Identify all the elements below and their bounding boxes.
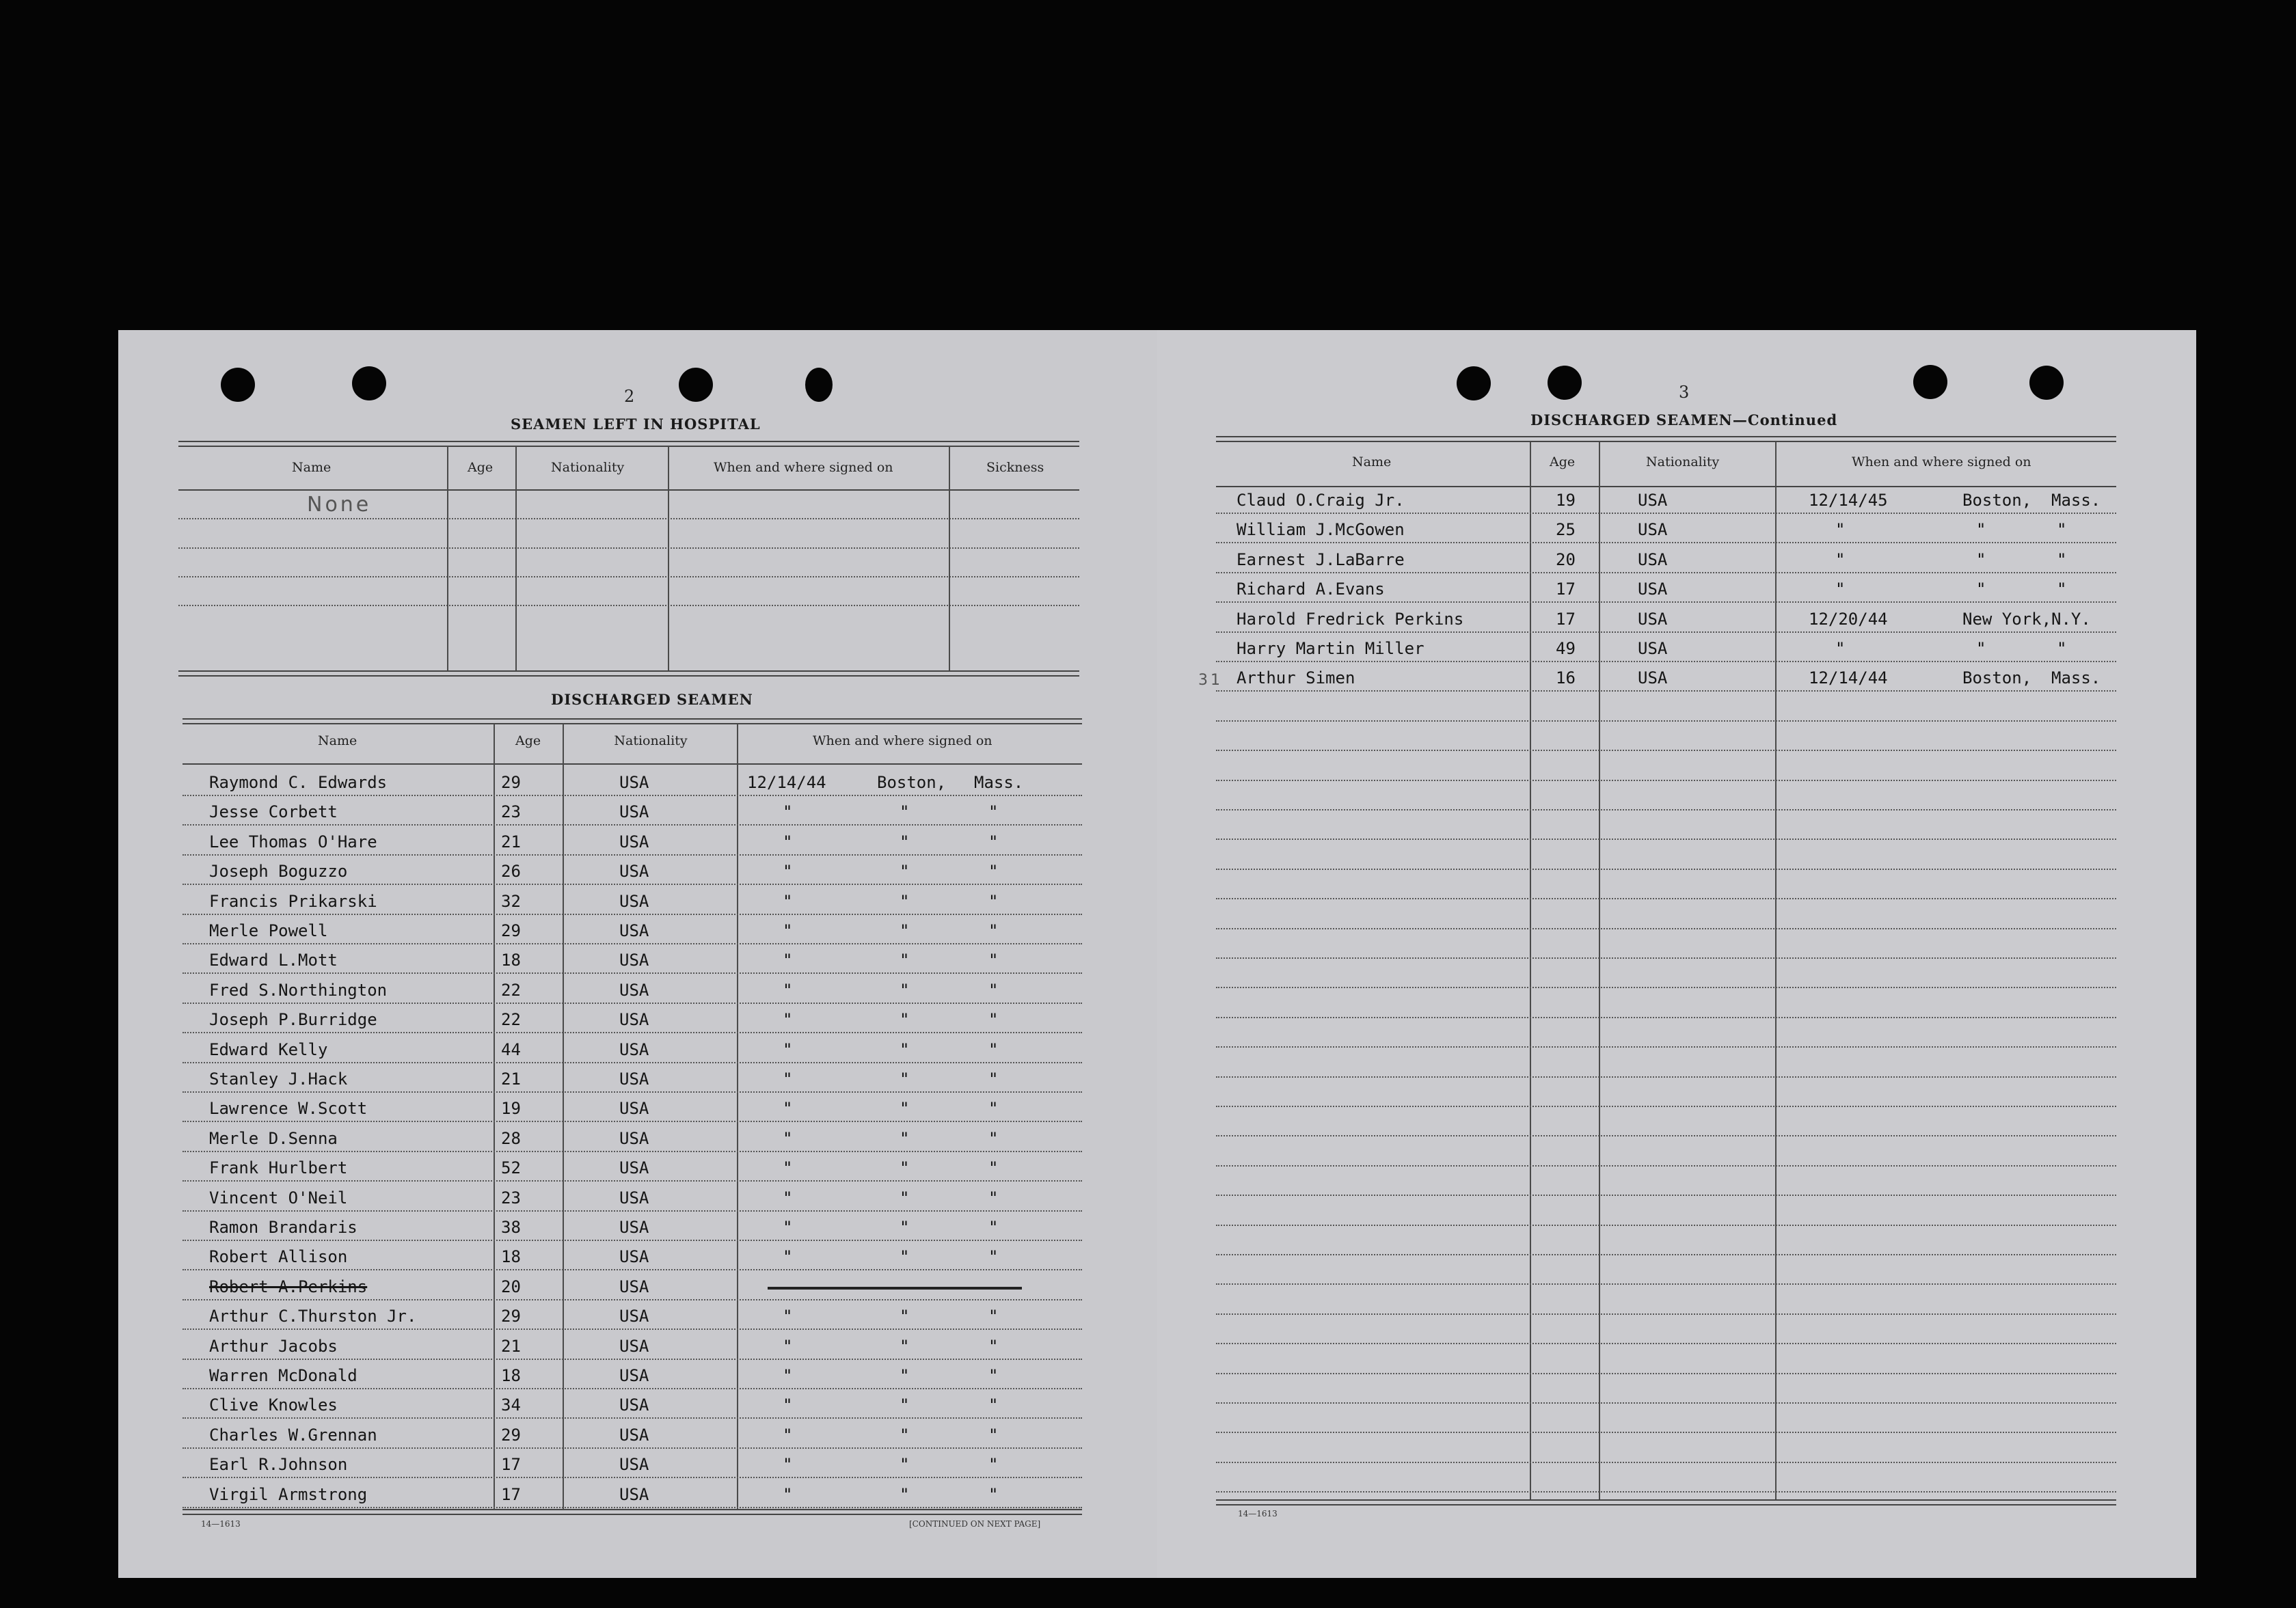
signed-on-place: " (900, 802, 910, 822)
signed-on-place: " (900, 1247, 910, 1267)
header-age: Age (1550, 454, 1576, 469)
blank-row-rule (1216, 720, 2116, 722)
blank-row-rule (1216, 1076, 2116, 1078)
seaman-name: Fred S.Northington (209, 980, 388, 1000)
signed-on-date: " (783, 802, 793, 822)
hospital-header-name: Name (292, 460, 332, 475)
blank-row-rule (1216, 1432, 2116, 1434)
signed-on-state: " (988, 1128, 999, 1148)
signed-on-state: " (988, 1039, 999, 1059)
signed-on-state: Mass. (974, 773, 1024, 792)
row-rule (183, 1507, 1082, 1509)
signed-on-place: " (900, 1425, 910, 1445)
signed-on-state: " (988, 1395, 999, 1415)
signed-on-state: " (988, 1247, 999, 1267)
row-rule (1216, 513, 2116, 515)
seaman-name: Joseph Boguzzo (209, 862, 348, 882)
signed-on-place: Boston, (877, 773, 947, 792)
seaman-nationality: USA (619, 1158, 649, 1178)
blank-row-rule (1216, 898, 2116, 900)
row-rule (183, 972, 1082, 975)
blank-row-rule (1216, 928, 2116, 930)
signed-on-place: " (1976, 639, 1986, 658)
hospital-header-age: Age (468, 460, 494, 475)
seaman-nationality: USA (1638, 639, 1668, 658)
seaman-age: 19 (1556, 491, 1576, 510)
row-rule (183, 795, 1082, 797)
signed-on-state: " (988, 1336, 999, 1356)
signed-on-date: " (1835, 639, 1846, 658)
punch-hole (2029, 366, 2064, 400)
row-rule (183, 1003, 1082, 1005)
signed-on-state: " (988, 862, 999, 882)
blank-row-rule (1216, 1135, 2116, 1137)
seaman-age: 22 (501, 1010, 521, 1030)
header-signed-on: When and where signed on (1852, 454, 2031, 469)
hospital-header-sickness: Sickness (986, 460, 1044, 475)
seaman-name: Earnest J.LaBarre (1237, 549, 1405, 569)
signed-on-date: " (783, 1039, 793, 1059)
blank-row-rule (1216, 957, 2116, 959)
signed-on-date: " (783, 1010, 793, 1030)
seaman-age: 29 (501, 1425, 521, 1445)
seaman-nationality: USA (619, 1188, 649, 1208)
seaman-name: Joseph P.Burridge (209, 1010, 377, 1030)
seaman-age: 18 (501, 1366, 521, 1385)
form-number: 14—1613 (201, 1519, 241, 1529)
hospital-section-title: SEAMEN LEFT IN HOSPITAL (511, 415, 761, 433)
seaman-age: 20 (501, 1277, 521, 1296)
signed-on-place: " (900, 980, 910, 1000)
row-rule (1216, 572, 2116, 574)
signed-on-place: " (900, 891, 910, 911)
signed-on-state: " (988, 1069, 999, 1089)
blank-row-rule (1216, 1254, 2116, 1256)
signed-on-state: " (988, 1307, 999, 1326)
discharged-section-title: DISCHARGED SEAMEN (551, 691, 753, 708)
signed-on-place: " (900, 1010, 910, 1030)
signed-on-state: " (988, 951, 999, 970)
signed-on-date: 12/14/44 (747, 773, 826, 792)
signed-on-state: " (988, 1099, 999, 1119)
signed-on-date: " (783, 1069, 793, 1089)
signed-on-state: " (988, 1188, 999, 1208)
seaman-nationality: USA (1638, 580, 1668, 599)
seaman-name: Lawrence W.Scott (209, 1099, 368, 1119)
blank-row-rule (1216, 1283, 2116, 1285)
signed-on-place: " (900, 1395, 910, 1415)
seaman-age: 17 (501, 1484, 521, 1504)
row-rule (183, 914, 1082, 916)
seaman-age: 17 (501, 1455, 521, 1475)
header-name: Name (1352, 454, 1392, 469)
seaman-nationality: USA (619, 921, 649, 940)
signed-on-date: " (783, 1218, 793, 1237)
signed-on-date: 12/20/44 (1809, 609, 1888, 629)
seaman-nationality: USA (619, 1307, 649, 1326)
signed-on-date: 12/14/44 (1809, 668, 1888, 688)
row-rule (183, 1091, 1082, 1093)
row-rule (1216, 542, 2116, 544)
row-rule (183, 1240, 1082, 1242)
seaman-age: 44 (501, 1039, 521, 1059)
seaman-nationality: USA (1638, 549, 1668, 569)
row-rule (183, 1180, 1082, 1182)
row-rule (1216, 661, 2116, 663)
seaman-age: 21 (501, 832, 521, 851)
seaman-name: Earl R.Johnson (209, 1455, 348, 1475)
signed-on-place: " (900, 1069, 910, 1089)
seaman-name: William J.McGowen (1237, 520, 1405, 540)
signed-on-state: " (988, 1484, 999, 1504)
signed-on-place: " (900, 832, 910, 851)
hospital-header-nationality: Nationality (551, 460, 625, 475)
blank-row-rule (1216, 1106, 2116, 1108)
signed-on-place: " (900, 1218, 910, 1237)
seaman-age: 29 (501, 1307, 521, 1326)
seaman-age: 19 (501, 1099, 521, 1119)
seaman-name: Frank Hurlbert (209, 1158, 348, 1178)
seaman-age: 28 (501, 1128, 521, 1148)
signed-on-place: New York, (1962, 609, 2052, 629)
signed-on-date: " (783, 951, 793, 970)
hospital-entry-handwritten: None (307, 493, 372, 517)
seaman-name: Edward L.Mott (209, 951, 338, 970)
signed-on-date: " (783, 1484, 793, 1504)
punch-hole (1913, 365, 1947, 399)
seaman-nationality: USA (619, 1128, 649, 1148)
seaman-nationality: USA (619, 832, 649, 851)
seaman-name: Harry Martin Miller (1237, 639, 1424, 658)
signed-on-date: 12/14/45 (1809, 491, 1888, 510)
seaman-nationality: USA (619, 862, 649, 882)
signed-on-state: " (988, 1366, 999, 1385)
seaman-nationality: USA (619, 1069, 649, 1089)
signed-on-place: " (900, 1484, 910, 1504)
blank-row-rule (1216, 987, 2116, 989)
signed-on-place: " (900, 951, 910, 970)
seaman-nationality: USA (619, 951, 649, 970)
seaman-name: Arthur Jacobs (209, 1336, 338, 1356)
signed-on-date: " (783, 862, 793, 882)
seaman-name: Francis Prikarski (209, 891, 377, 911)
signed-on-place: Boston, (1962, 491, 2032, 510)
signed-on-date: " (783, 1366, 793, 1385)
discharged-header-nationality: Nationality (614, 733, 688, 748)
signed-on-place: " (900, 1336, 910, 1356)
seaman-age: 18 (501, 1247, 521, 1267)
row-rule (183, 1417, 1082, 1419)
signed-on-state: " (988, 891, 999, 911)
strike-through-line (768, 1287, 1022, 1290)
signed-on-place: " (900, 862, 910, 882)
seaman-age: 25 (1556, 520, 1576, 540)
signed-on-date: " (783, 1128, 793, 1148)
punch-hole (1457, 366, 1491, 400)
punch-hole (221, 368, 255, 402)
seaman-age: 34 (501, 1395, 521, 1415)
margin-note: 31 (1198, 672, 1223, 689)
seaman-age: 32 (501, 891, 521, 911)
signed-on-state: " (988, 1010, 999, 1030)
blank-row-rule (1216, 1402, 2116, 1404)
signed-on-state: " (988, 1425, 999, 1445)
signed-on-place: " (900, 1307, 910, 1326)
seaman-name: Charles W.Grennan (209, 1425, 377, 1445)
signed-on-date: " (783, 1336, 793, 1356)
signed-on-place: " (900, 1158, 910, 1178)
row-rule (1216, 690, 2116, 692)
signed-on-place: Boston, (1962, 668, 2032, 688)
seaman-name: Merle D.Senna (209, 1128, 338, 1148)
page-number: 2 (624, 387, 635, 406)
seaman-nationality: USA (619, 1395, 649, 1415)
signed-on-place: " (900, 1039, 910, 1059)
signed-on-place: " (900, 921, 910, 940)
signed-on-date: " (783, 1455, 793, 1475)
row-rule (183, 1269, 1082, 1271)
seaman-name: Arthur Simen (1237, 668, 1355, 688)
seaman-name: Arthur C.Thurston Jr. (209, 1307, 417, 1326)
left-page (118, 330, 1157, 1578)
signed-on-state: N.Y. (2051, 609, 2091, 629)
seaman-age: 18 (501, 951, 521, 970)
blank-row-rule (1216, 780, 2116, 782)
signed-on-date: " (783, 1425, 793, 1445)
discharged-header-age: Age (515, 733, 541, 748)
row-rule (183, 1477, 1082, 1479)
signed-on-date: " (783, 832, 793, 851)
blank-row-rule (1216, 1343, 2116, 1345)
seaman-age: 26 (501, 862, 521, 882)
signed-on-date: " (783, 1395, 793, 1415)
seaman-age: 16 (1556, 668, 1576, 688)
seaman-name: Robert A.Perkins (209, 1277, 368, 1296)
blank-row-rule (1216, 1225, 2116, 1227)
blank-row-rule (1216, 1017, 2116, 1019)
page-number: 3 (1679, 383, 1690, 402)
blank-row-rule (1216, 1313, 2116, 1316)
signed-on-state: " (988, 980, 999, 1000)
blank-row-rule (1216, 1462, 2116, 1464)
row-rule (183, 1062, 1082, 1064)
signed-on-place: " (1976, 580, 1986, 599)
seaman-nationality: USA (619, 1247, 649, 1267)
signed-on-state: " (988, 832, 999, 851)
blank-row-rule (1216, 1195, 2116, 1197)
hospital-header-signed-on: When and where signed on (714, 460, 893, 475)
signed-on-state: " (988, 921, 999, 940)
signed-on-date: " (783, 891, 793, 911)
punch-hole (1548, 366, 1582, 400)
seaman-nationality: USA (1638, 520, 1668, 540)
row-rule (183, 884, 1082, 886)
seaman-nationality: USA (1638, 609, 1668, 629)
discharged-header-name: Name (318, 733, 357, 748)
seaman-nationality: USA (619, 1039, 649, 1059)
blank-row-rule (1216, 1165, 2116, 1167)
seaman-name: Jesse Corbett (209, 802, 338, 822)
seaman-nationality: USA (619, 1099, 649, 1119)
discharged-header-signed-on: When and where signed on (813, 733, 992, 748)
row-rule (1216, 631, 2116, 633)
signed-on-place: " (900, 1128, 910, 1148)
seaman-nationality: USA (1638, 491, 1668, 510)
seaman-age: 20 (1556, 549, 1576, 569)
signed-on-state: " (2057, 549, 2067, 569)
blank-row-rule (1216, 1491, 2116, 1493)
punch-hole (805, 368, 833, 402)
signed-on-place: " (1976, 549, 1986, 569)
seaman-age: 52 (501, 1158, 521, 1178)
signed-on-state: " (988, 1158, 999, 1178)
seaman-age: 29 (501, 773, 521, 792)
signed-on-state: Mass. (2051, 668, 2101, 688)
signed-on-date: " (783, 1247, 793, 1267)
seaman-name: Warren McDonald (209, 1366, 357, 1385)
seaman-name: Virgil Armstrong (209, 1484, 368, 1504)
blank-row-rule (1216, 839, 2116, 841)
row-rule (183, 1388, 1082, 1390)
seaman-nationality: USA (619, 1366, 649, 1385)
seaman-name: Claud O.Craig Jr. (1237, 491, 1405, 510)
signed-on-date: " (783, 921, 793, 940)
seaman-name: Robert Allison (209, 1247, 348, 1267)
seaman-age: 21 (501, 1069, 521, 1089)
seaman-age: 17 (1556, 609, 1576, 629)
signed-on-date: " (1835, 520, 1846, 540)
signed-on-date: " (783, 1188, 793, 1208)
signed-on-date: " (1835, 580, 1846, 599)
signed-on-date: " (1835, 549, 1846, 569)
seaman-nationality: USA (619, 1010, 649, 1030)
signed-on-place: " (900, 1099, 910, 1119)
seaman-age: 49 (1556, 639, 1576, 658)
seaman-name: Lee Thomas O'Hare (209, 832, 377, 851)
seaman-nationality: USA (1638, 668, 1668, 688)
row-rule (183, 1299, 1082, 1301)
header-nationality: Nationality (1646, 454, 1720, 469)
signed-on-state: " (2057, 520, 2067, 540)
seaman-nationality: USA (619, 891, 649, 911)
punch-hole (352, 366, 386, 400)
row-rule (183, 1447, 1082, 1449)
signed-on-place: " (900, 1188, 910, 1208)
signed-on-state: " (988, 802, 999, 822)
blank-row-rule (1216, 750, 2116, 752)
seaman-age: 22 (501, 980, 521, 1000)
row-rule (183, 1151, 1082, 1153)
seaman-nationality: USA (619, 773, 649, 792)
seaman-nationality: USA (619, 980, 649, 1000)
seaman-age: 23 (501, 802, 521, 822)
row-rule (183, 1359, 1082, 1361)
seaman-age: 23 (501, 1188, 521, 1208)
seaman-name: Richard A.Evans (1237, 580, 1385, 599)
seaman-nationality: USA (619, 1425, 649, 1445)
signed-on-place: " (1976, 520, 1986, 540)
row-rule (183, 824, 1082, 826)
punch-hole (679, 368, 713, 402)
seaman-nationality: USA (619, 1336, 649, 1356)
seaman-name: Clive Knowles (209, 1395, 338, 1415)
seaman-name: Stanley J.Hack (209, 1069, 348, 1089)
section-title: DISCHARGED SEAMEN—Continued (1530, 411, 1838, 428)
continued-note: [CONTINUED ON NEXT PAGE] (909, 1519, 1041, 1529)
signed-on-state: " (988, 1218, 999, 1237)
seaman-nationality: USA (619, 1484, 649, 1504)
signed-on-date: " (783, 1099, 793, 1119)
seaman-age: 38 (501, 1218, 521, 1237)
seaman-name: Vincent O'Neil (209, 1188, 348, 1208)
signed-on-place: " (900, 1455, 910, 1475)
form-number: 14—1613 (1238, 1509, 1278, 1518)
seaman-nationality: USA (619, 1455, 649, 1475)
seaman-name: Harold Fredrick Perkins (1237, 609, 1464, 629)
row-rule (183, 1210, 1082, 1212)
seaman-nationality: USA (619, 802, 649, 822)
seaman-age: 17 (1556, 580, 1576, 599)
seaman-age: 21 (501, 1336, 521, 1356)
seaman-nationality: USA (619, 1218, 649, 1237)
signed-on-state: " (988, 1455, 999, 1475)
seaman-name: Merle Powell (209, 921, 328, 940)
row-rule (183, 1032, 1082, 1034)
signed-on-state: Mass. (2051, 491, 2101, 510)
row-rule (1216, 601, 2116, 603)
row-rule (183, 1328, 1082, 1331)
row-rule (183, 1121, 1082, 1123)
signed-on-date: " (783, 1307, 793, 1326)
row-rule (183, 943, 1082, 945)
signed-on-state: " (2057, 580, 2067, 599)
blank-row-rule (1216, 869, 2116, 871)
signed-on-date: " (783, 980, 793, 1000)
seaman-nationality: USA (619, 1277, 649, 1296)
seaman-name: Raymond C. Edwards (209, 773, 388, 792)
right-page (1157, 330, 2196, 1578)
blank-row-rule (1216, 1046, 2116, 1048)
signed-on-date: " (783, 1158, 793, 1178)
blank-row-rule (1216, 809, 2116, 811)
seaman-age: 29 (501, 921, 521, 940)
blank-row-rule (1216, 1373, 2116, 1375)
seaman-name: Ramon Brandaris (209, 1218, 357, 1237)
row-rule (183, 854, 1082, 856)
signed-on-state: " (2057, 639, 2067, 658)
seaman-name: Edward Kelly (209, 1039, 328, 1059)
signed-on-place: " (900, 1366, 910, 1385)
